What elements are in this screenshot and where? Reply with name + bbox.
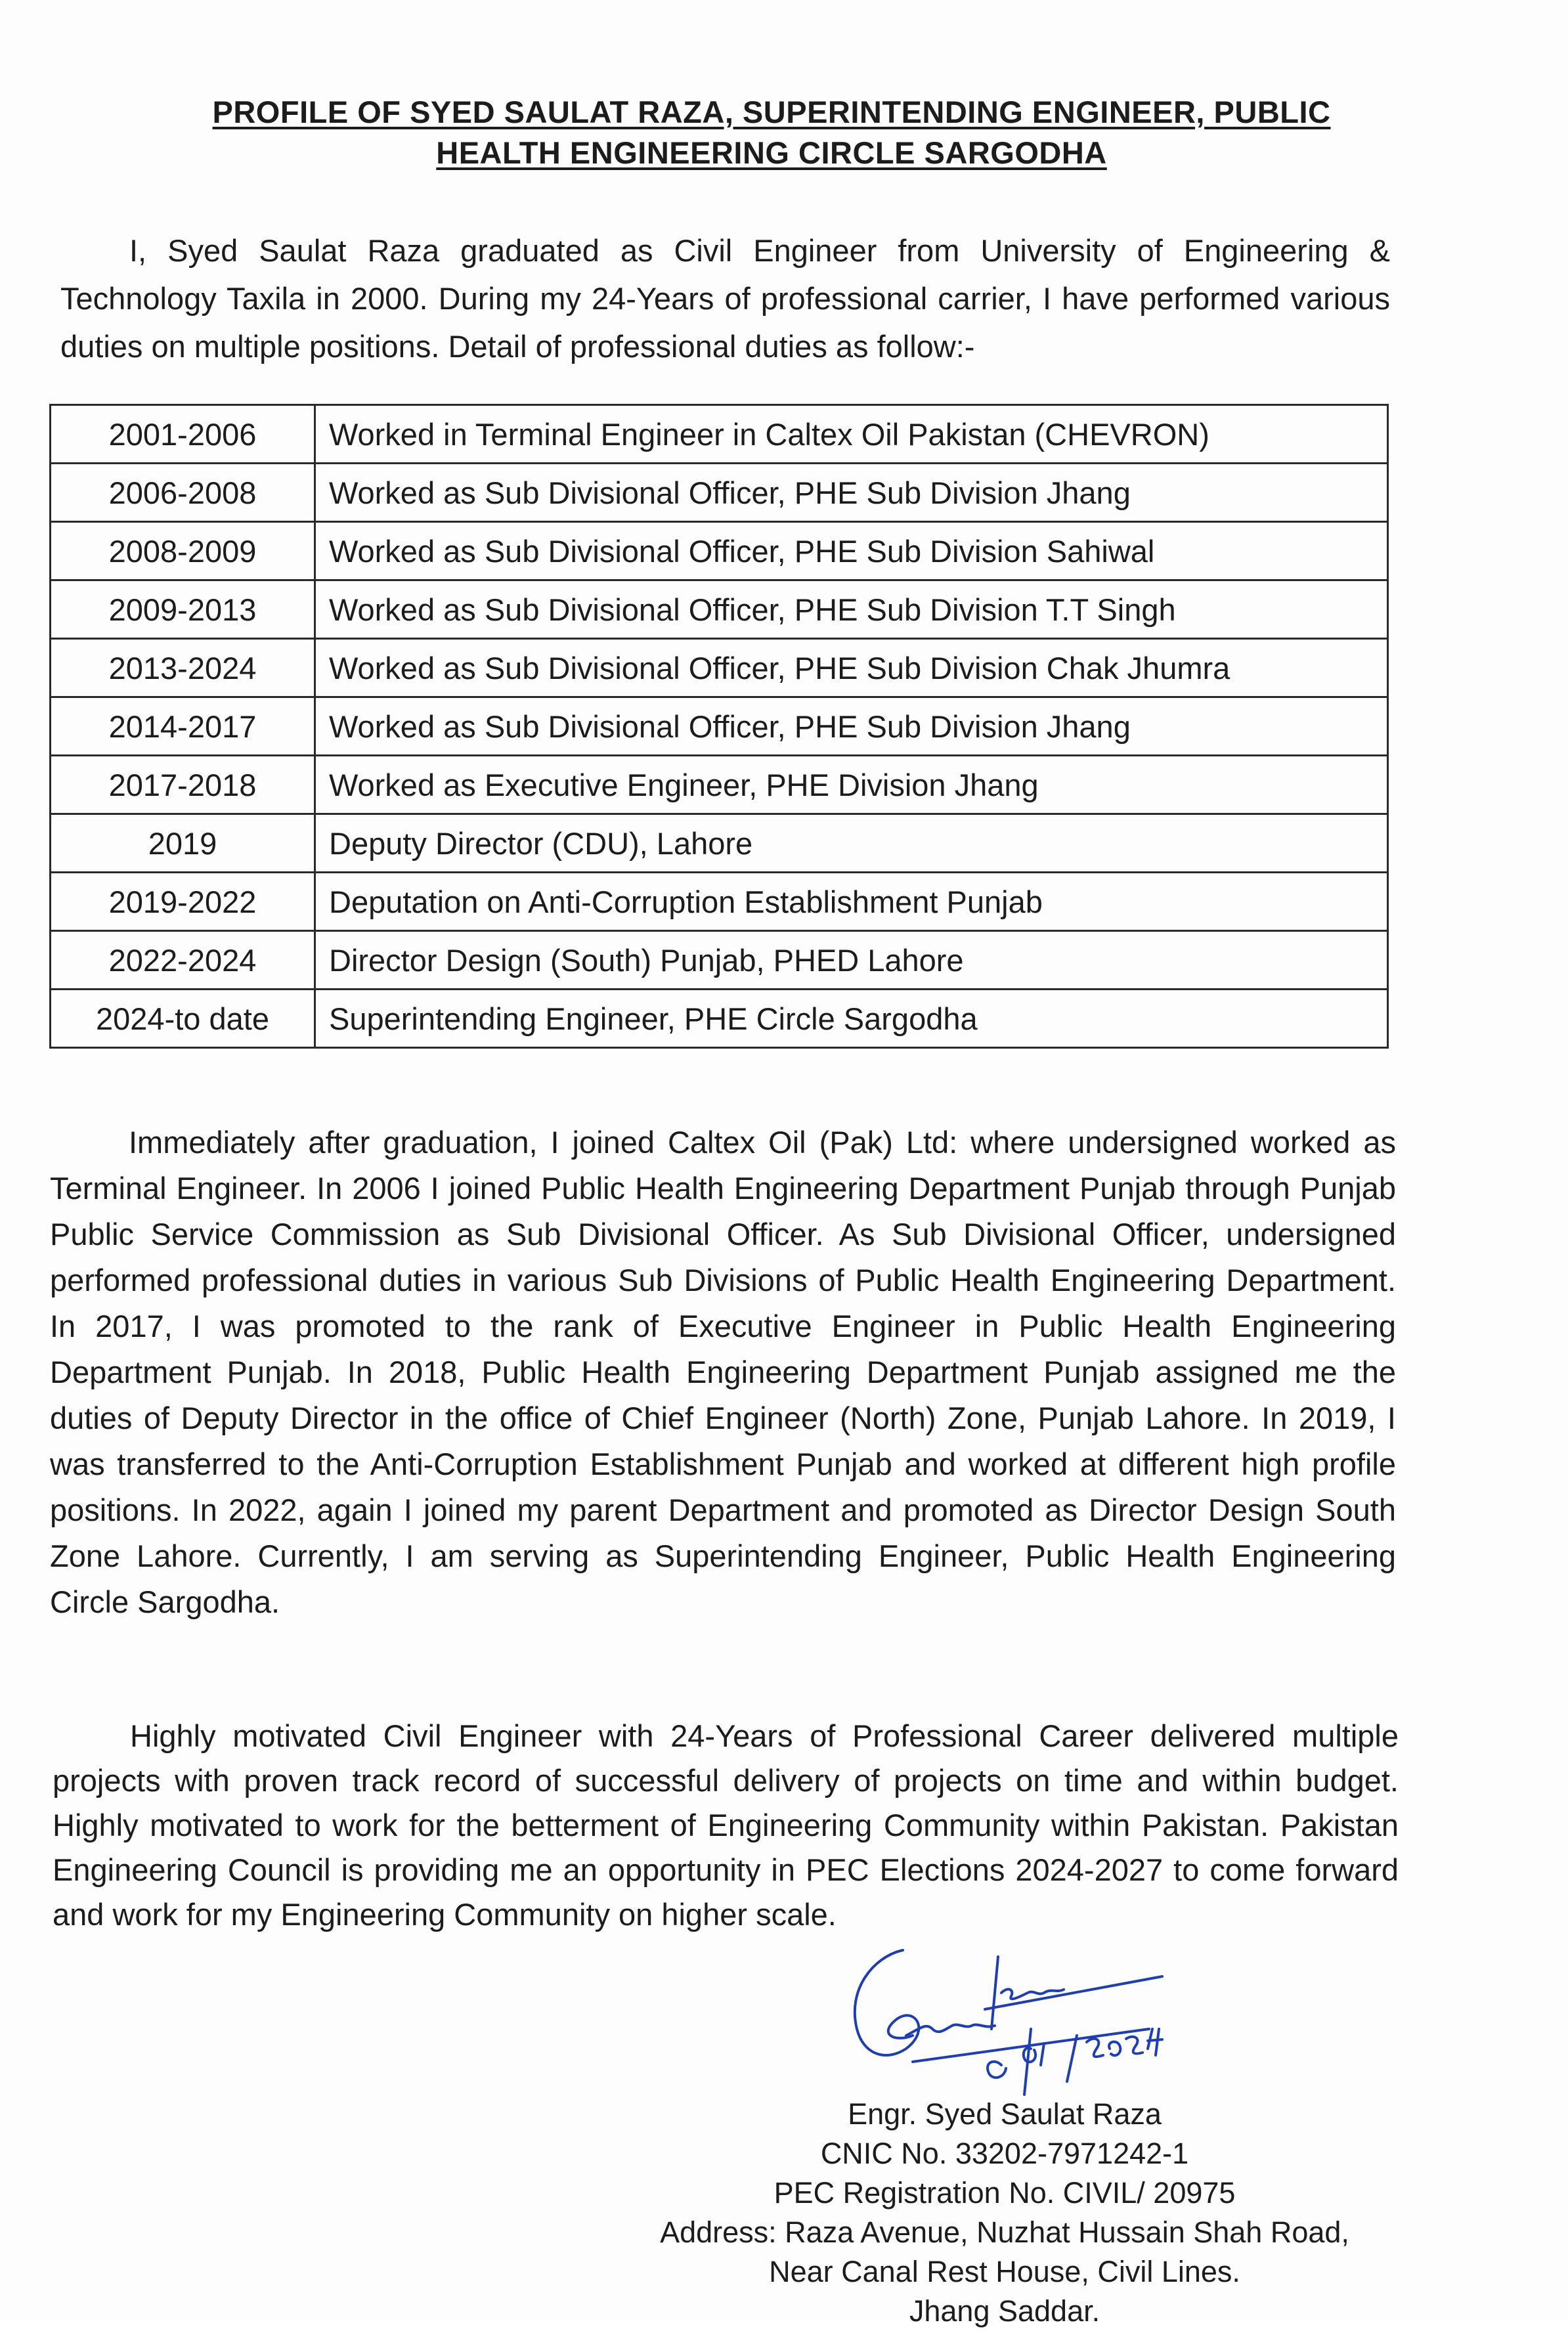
duty-period: 2001-2006 xyxy=(51,405,315,464)
duty-description: Superintending Engineer, PHE Circle Sargodha xyxy=(315,990,1388,1048)
signature-block xyxy=(591,2095,1418,2331)
duty-period: 2013-2024 xyxy=(51,639,315,697)
duty-description: Worked as Executive Engineer, PHE Division Jhang xyxy=(315,756,1388,814)
duty-description: Worked as Sub Divisional Officer, PHE Sub Division Jhang xyxy=(315,697,1388,756)
address-line-2: Near Canal Rest House, Civil Lines. xyxy=(769,2255,1240,2288)
duty-description: Worked as Sub Divisional Officer, PHE Sub Division Sahiwal xyxy=(315,522,1388,580)
address-line-1: Address: Raza Avenue, Nuzhat Hussain Shah Road, xyxy=(660,2215,1349,2249)
duty-description: Worked as Sub Divisional Officer, PHE Sub Division Jhang xyxy=(315,464,1388,522)
duty-period: 2008-2009 xyxy=(51,522,315,580)
document-title xyxy=(98,92,1445,173)
motivation-paragraph: Highly motivated Civil Engineer with 24-Years of Professional Career delivered multiple projects with proven track record of successful delivery of projects on time and within budget. Highly motivated to work for the betterment of Engineering Community within Pakistan. Pakistan Engineering Council is providing me an opportunity in PEC Elections 2024-2027 to come forward and work for my Engineering Community on higher scale. xyxy=(53,1718,1399,1932)
duties-table xyxy=(49,404,1389,1049)
duty-description: Worked as Sub Divisional Officer, PHE Sub Division T.T Singh xyxy=(315,580,1388,639)
table-row xyxy=(51,697,1388,756)
duty-period: 2022-2024 xyxy=(51,931,315,990)
table-row xyxy=(51,756,1388,814)
title-line-2: HEALTH ENGINEERING CIRCLE SARGODHA xyxy=(436,135,1107,170)
duty-period: 2006-2008 xyxy=(51,464,315,522)
duty-description: Deputation on Anti-Corruption Establishment Punjab xyxy=(315,873,1388,931)
table-row xyxy=(51,814,1388,873)
title-line-1: PROFILE OF SYED SAULAT RAZA, SUPERINTENDING ENGINEER, PUBLIC xyxy=(212,95,1331,129)
duties-table-body xyxy=(51,405,1388,1048)
handwritten-signature xyxy=(834,1930,1175,2101)
duty-period: 2009-2013 xyxy=(51,580,315,639)
address-line-3: Jhang Saddar. xyxy=(909,2294,1100,2328)
signatory-name: Engr. Syed Saulat Raza xyxy=(848,2097,1162,2131)
duty-period: 2024-to date xyxy=(51,990,315,1048)
duty-description: Director Design (South) Punjab, PHED Lahore xyxy=(315,931,1388,990)
table-row xyxy=(51,873,1388,931)
table-row xyxy=(51,931,1388,990)
table-row xyxy=(51,464,1388,522)
career-paragraph: Immediately after graduation, I joined Caltex Oil (Pak) Ltd: where undersigned worked as Terminal Engineer. In 2006 I joined Public Health Engineering Department Punjab through Punjab Public Service Commission as Sub Divisional Officer. As Sub Divisional Officer, undersigned performed professional duties in various Sub Divisions of Public Health Engineering Department. In 2017, I was promoted to the rank of Executive Engineer in Public Health Engineering Department Punjab. In 2018, Public Health Engineering Department Punjab assigned me the duties of Deputy Director in the office of Chief Engineer (North) Zone, Punjab Lahore. In 2019, I was transferred to the Anti-Corruption Establishment Punjab and worked at different high profile positions. In 2022, again I joined my parent Department and promoted as Director Design South Zone Lahore. Currently, I am serving as Superintending Engineer, Public Health Engineering Circle Sargodha. xyxy=(50,1125,1396,1619)
table-row xyxy=(51,580,1388,639)
duty-period: 2014-2017 xyxy=(51,697,315,756)
duty-description: Worked in Terminal Engineer in Caltex Oil Pakistan (CHEVRON) xyxy=(315,405,1388,464)
duty-description: Worked as Sub Divisional Officer, PHE Sub Division Chak Jhumra xyxy=(315,639,1388,697)
table-row xyxy=(51,990,1388,1048)
intro-paragraph: I, Syed Saulat Raza graduated as Civil Engineer from University of Engineering & Technology Taxila in 2000. During my 24-Years of professional carrier, I have performed various duties on multiple positions. Detail of professional duties as follow:- xyxy=(60,233,1390,364)
table-row xyxy=(51,639,1388,697)
pec-registration: PEC Registration No. CIVIL/ 20975 xyxy=(773,2176,1236,2210)
table-row xyxy=(51,522,1388,580)
duty-period: 2019 xyxy=(51,814,315,873)
cnic-number: CNIC No. 33202-7971242-1 xyxy=(820,2137,1189,2170)
duty-period: 2019-2022 xyxy=(51,873,315,931)
table-row xyxy=(51,405,1388,464)
duty-description: Deputy Director (CDU), Lahore xyxy=(315,814,1388,873)
duty-period: 2017-2018 xyxy=(51,756,315,814)
